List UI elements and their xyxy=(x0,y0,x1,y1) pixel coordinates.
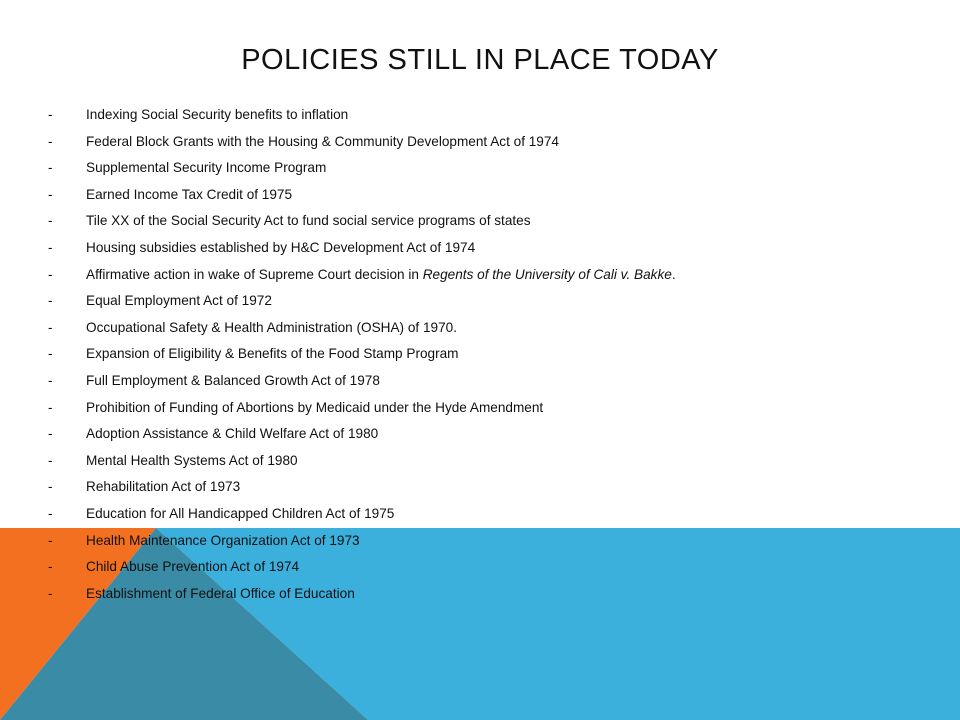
bullet-dash: - xyxy=(48,479,53,495)
list-item-text: Tile XX of the Social Security Act to fund social service programs of states xyxy=(86,213,531,229)
list-item xyxy=(48,585,928,612)
list-item xyxy=(48,425,928,452)
text-before-case-name: Affirmative action in wake of Supreme Court decision in xyxy=(86,266,423,282)
text-after-case-name: . xyxy=(671,266,676,282)
list-item-text: Occupational Safety & Health Administration (OSHA) of 1970. xyxy=(86,319,457,335)
list-item-text: Earned Income Tax Credit of 1975 xyxy=(86,186,293,202)
list-item xyxy=(48,505,928,532)
bullet-dash: - xyxy=(48,372,53,388)
list-item xyxy=(48,159,928,186)
list-item-text: Mental Health Systems Act of 1980 xyxy=(86,452,298,468)
policy-list xyxy=(48,106,928,611)
list-item xyxy=(48,372,928,399)
list-item xyxy=(48,319,928,346)
bullet-dash: - xyxy=(48,585,53,601)
list-item-text: Health Maintenance Organization Act of 1973 xyxy=(86,532,360,548)
list-item xyxy=(48,292,928,319)
bullet-dash: - xyxy=(48,559,53,575)
list-item-text: Supplemental Security Income Program xyxy=(86,160,327,176)
list-item-text: Expansion of Eligibility & Benefits of the Food Stamp Program xyxy=(86,346,459,362)
list-item-text: Full Employment & Balanced Growth Act of 1978 xyxy=(86,372,380,388)
list-item-text: Indexing Social Security benefits to inflation xyxy=(86,107,349,122)
list-item xyxy=(48,452,928,479)
bullet-dash: - xyxy=(48,532,53,548)
bullet-dash: - xyxy=(48,107,53,122)
list-item xyxy=(48,106,928,133)
list-item xyxy=(48,133,928,160)
bullet-dash: - xyxy=(48,160,53,176)
list-item-text: Education for All Handicapped Children Act of 1975 xyxy=(86,505,395,521)
bullet-dash: - xyxy=(48,213,53,229)
bullet-dash: - xyxy=(48,186,53,202)
list-item-text: Housing subsidies established by H&C Development Act of 1974 xyxy=(86,239,476,255)
bullet-dash: - xyxy=(48,133,53,149)
list-item-text: Rehabilitation Act of 1973 xyxy=(86,479,241,495)
list-item-text: Establishment of Federal Office of Education xyxy=(86,585,355,601)
list-item xyxy=(48,345,928,372)
list-item-text: Federal Block Grants with the Housing & Community Development Act of 1974 xyxy=(86,133,559,149)
list-item xyxy=(48,266,928,293)
bullet-dash: - xyxy=(48,266,53,282)
list-item xyxy=(48,239,928,266)
list-item xyxy=(48,478,928,505)
bullet-dash: - xyxy=(48,452,53,468)
bullet-dash: - xyxy=(48,239,53,255)
case-name-italic: Regents of the University of Cali v. Bakke xyxy=(422,266,672,282)
list-item-text: Adoption Assistance & Child Welfare Act of 1980 xyxy=(86,426,379,442)
list-item-text xyxy=(86,266,676,284)
bullet-dash: - xyxy=(48,346,53,362)
list-item xyxy=(48,212,928,239)
list-item xyxy=(48,558,928,585)
list-item xyxy=(48,399,928,426)
list-item xyxy=(48,532,928,559)
slide-title: POLICIES STILL IN PLACE TODAY xyxy=(241,44,719,76)
bullet-dash: - xyxy=(48,399,53,415)
list-item-text: Equal Employment Act of 1972 xyxy=(86,293,272,309)
bullet-dash: - xyxy=(48,426,53,442)
list-item-text: Prohibition of Funding of Abortions by Medicaid under the Hyde Amendment xyxy=(86,399,544,415)
bullet-dash: - xyxy=(48,293,53,309)
bullet-dash: - xyxy=(48,319,53,335)
list-item-text: Child Abuse Prevention Act of 1974 xyxy=(86,559,300,575)
bullet-dash: - xyxy=(48,505,53,521)
list-item xyxy=(48,186,928,213)
